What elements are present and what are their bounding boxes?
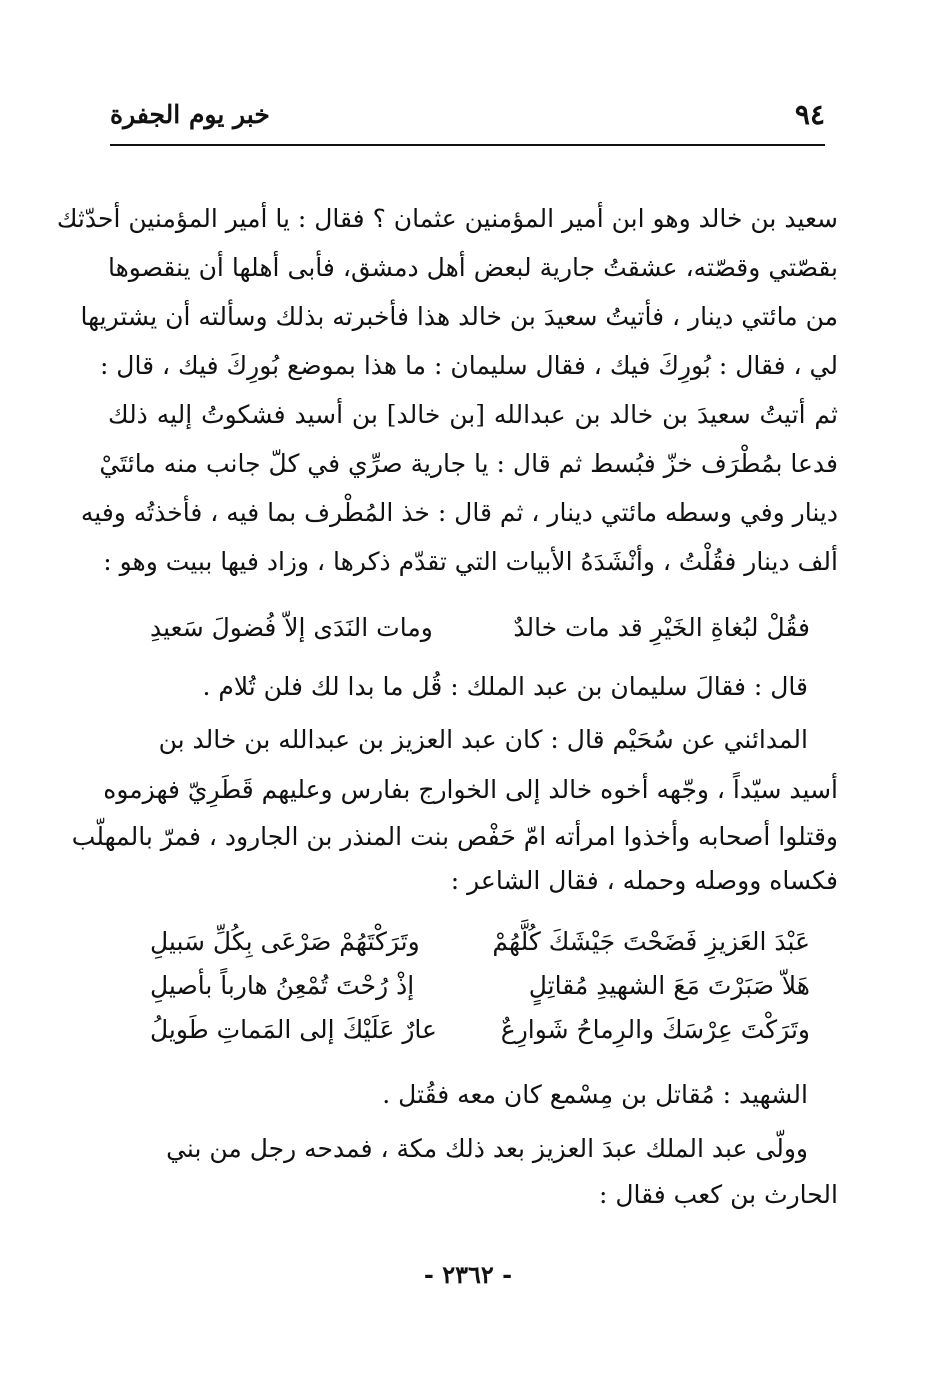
- verse-line: [150, 604, 810, 652]
- verse-first-hemistich: وتَرَكْتَ عِرْسَكَ والرِماحُ شَوارِعٌ: [500, 1015, 810, 1044]
- text-line: لي ، فقال : بُورِكَ فيك ، فقال سليمان : ما هذا بموضع بُورِكَ فيك ، قال :: [99, 351, 838, 380]
- text-line: سعيد بن خالد وهو ابن أمير المؤمنين عثمان ؟ فقال : يا أمير المؤمنين أحدّثك: [56, 204, 838, 233]
- text-line: فدعا بمُطْرَف خزّ فبُسط ثم قال : يا جارية صرِّي في كلّ جانب منه مائتَيْ: [99, 449, 838, 478]
- verse-line: [150, 962, 810, 1010]
- verse-line: [150, 918, 810, 966]
- verse-second-hemistich: ومات النَدَى إلاّ فُضولَ سَعيدِ: [150, 613, 433, 642]
- text-line: وقتلوا أصحابه وأخذوا امرأته امّ حَفْص بنت المنذر بن الجارود ، فمرّ بالمهلّب: [71, 822, 838, 851]
- text-line: أسيد سيّداً ، وجّهه أخوه خالد إلى الخوارج بفارس وعليهم قَطَرِيّ فهزموه: [103, 775, 838, 804]
- page-header: [110, 98, 825, 146]
- verse-first-hemistich: هَلاّ صَبَرْتَ مَعَ الشهيدِ مُقاتِلٍ: [528, 971, 810, 1000]
- verse-second-hemistich: إذْ رُحْتَ تُمْعِنُ هارباً بأصيلِ: [150, 971, 415, 1000]
- text-line: بقصّتي وقصّته، عشقتُ جارية لبعض أهل دمشق، فأبى أهلها أن ينقصوها: [108, 253, 838, 282]
- page-number: ٩٤: [794, 98, 825, 131]
- verse-second-hemistich: وتَرَكْتَهُمْ صَرْعَى بِكُلِّ سَبيلِ: [150, 927, 420, 956]
- text-line: قال : فقالَ سليمان بن عبد الملك : قُل ما بدا لك فلن تُلام .: [202, 672, 808, 701]
- page-footer-number: - ٢٣٦٢ -: [423, 1260, 513, 1289]
- text-line: فكساه ووصله وحمله ، فقال الشاعر :: [450, 866, 838, 895]
- text-line: المدائني عن سُحَيْم قال : كان عبد العزيز بن عبدالله بن خالد بن: [158, 725, 808, 754]
- text-line: من مائتي دينار ، فأتيتُ سعيدَ بن خالد هذا فأخبرته بذلك وسألته أن يشتريها: [80, 302, 838, 331]
- verse-second-hemistich: عارٌ عَلَيْكَ إلى المَماتِ طَويلُ: [150, 1015, 437, 1044]
- text-line: الحارث بن كعب فقال :: [598, 1180, 838, 1209]
- verse-first-hemistich: عَبْدَ العَزيزِ فَضَحْتَ جَيْشَكَ كُلَّهُمْ: [492, 927, 810, 956]
- text-line: ألف دينار فقُلْتُ ، وأنْشَدَهُ الأبيات التي تقدّم ذكرها ، وزاد فيها ببيت وهو :: [103, 547, 838, 576]
- verse-first-hemistich: فقُلْ لبُغاةِ الخَيْرِ قد مات خالدٌ: [513, 613, 810, 642]
- text-line: ثم أتيتُ سعيدَ بن خالد بن عبدالله [بن خالد] بن أسيد فشكوتُ إليه ذلك: [108, 400, 838, 429]
- text-line: وولّى عبد الملك عبدَ العزيز بعد ذلك مكة ، فمدحه رجل من بني: [166, 1134, 808, 1163]
- running-title: خبر يوم الجفرة: [110, 100, 270, 129]
- verse-line: [150, 1006, 810, 1054]
- text-line: الشهيد : مُقاتل بن مِسْمع كان معه فقُتل .: [382, 1080, 808, 1109]
- text-line: دينار وفي وسطه مائتي دينار ، ثم قال : خذ المُطْرف بما فيه ، فأخذتُه وفيه: [80, 498, 838, 527]
